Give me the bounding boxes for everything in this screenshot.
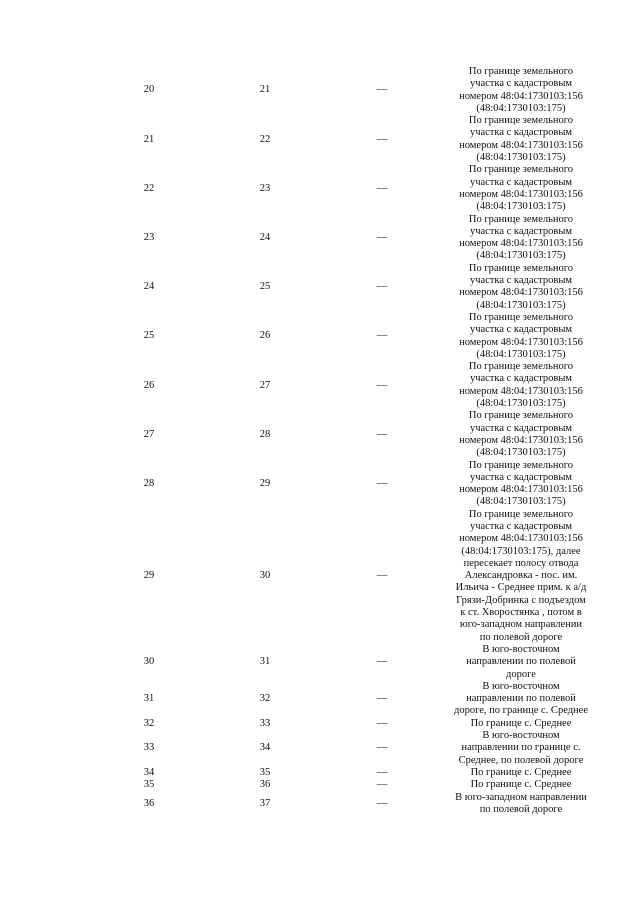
description-cell: По границе земельного участка с кадастровым номером 48:04:1730103:156 (48:04:1730103:175) (459, 115, 583, 164)
description-cell: В юго-восточном направлении по полевой дороге (466, 643, 576, 680)
point-to-cell: 27 (259, 379, 271, 391)
table-row (0, 410, 640, 459)
point-to-cell: 37 (259, 797, 271, 809)
table-row (0, 164, 640, 213)
dash-cell: — (376, 133, 388, 145)
point-to-cell: 30 (259, 570, 271, 582)
point-from-cell: 28 (143, 477, 155, 489)
dash-cell: — (376, 797, 388, 809)
point-from-cell: 30 (143, 656, 155, 668)
point-from-cell: 32 (143, 717, 155, 729)
point-to-cell: 36 (259, 779, 271, 791)
dash-cell: — (376, 693, 388, 705)
point-to-cell: 29 (259, 477, 271, 489)
table-row (0, 115, 640, 164)
point-from-cell: 26 (143, 379, 155, 391)
description-cell: По границе земельного участка с кадастровым номером 48:04:1730103:156 (48:04:1730103:175) (459, 66, 583, 114)
table-row (0, 767, 640, 779)
description-cell: По границе земельного участка с кадастровым номером 48:04:1730103:156 (48:04:1730103:175) (459, 410, 583, 459)
point-to-cell: 22 (259, 133, 271, 145)
description-cell: В юго-восточном направлении по границе с. Среднее, по полевой дороге (458, 730, 584, 766)
table-row (0, 312, 640, 361)
point-from-cell: 20 (143, 84, 155, 96)
dash-cell: — (376, 182, 388, 194)
description-cell: В юго-западном направлении по полевой дороге (455, 791, 587, 815)
dash-cell: — (376, 717, 388, 729)
point-to-cell: 34 (259, 742, 271, 754)
table-row (0, 361, 640, 410)
description-cell: По границе земельного участка с кадастровым номером 48:04:1730103:156 (48:04:1730103:175) (459, 164, 583, 213)
point-from-cell: 33 (143, 742, 155, 754)
point-from-cell: 23 (143, 232, 155, 243)
point-from-cell: 36 (143, 797, 155, 809)
point-from-cell: 34 (143, 766, 155, 778)
point-from-cell: 29 (143, 570, 155, 582)
point-from-cell: 31 (143, 693, 155, 705)
dash-cell: — (376, 656, 388, 668)
table-row (0, 263, 640, 312)
point-to-cell: 26 (259, 330, 271, 342)
dash-cell: — (376, 742, 388, 754)
dash-cell: — (376, 570, 388, 582)
dash-cell: — (376, 84, 388, 96)
description-cell: По границе земельного участка с кадастровым номером 48:04:1730103:156 (48:04:1730103:175) (459, 361, 583, 410)
point-to-cell: 25 (259, 281, 271, 293)
description-cell: По границе земельного участка с кадастровым номером 48:04:1730103:156 (48:04:1730103:175) (459, 311, 583, 360)
description-cell: По границе с. Среднее (470, 766, 572, 778)
table-row (0, 644, 640, 681)
point-from-cell: 22 (143, 182, 155, 194)
table-row (0, 681, 640, 718)
point-from-cell: 35 (143, 779, 155, 791)
table-row (0, 214, 640, 263)
point-to-cell: 31 (259, 656, 271, 668)
description-cell: По границе земельного участка с кадастровым номером 48:04:1730103:156 (48:04:1730103:175), далее пересекает полосу отвода Александровка - пос. им. Ильича - Среднее прим. к а/д Грязи-Добринка с подъездом к ст. Хворостянка , потом в юго-западном направлении по полевой дороге (455, 508, 587, 643)
table-row (0, 718, 640, 730)
table-row (0, 779, 640, 791)
point-from-cell: 27 (143, 428, 155, 440)
table-row (0, 730, 640, 767)
point-to-cell: 33 (259, 717, 271, 729)
dash-cell: — (376, 477, 388, 489)
dash-cell: — (376, 281, 388, 293)
dash-cell: — (376, 379, 388, 391)
table-row (0, 460, 640, 509)
table-row (0, 792, 640, 817)
dash-cell: — (376, 330, 388, 342)
dash-cell: — (376, 428, 388, 440)
dash-cell: — (376, 232, 388, 243)
description-cell: По границе земельного участка с кадастровым номером 48:04:1730103:156 (48:04:1730103:175) (459, 262, 583, 311)
point-to-cell: 24 (259, 232, 271, 243)
dash-cell: — (376, 779, 388, 791)
point-to-cell: 23 (259, 182, 271, 194)
point-to-cell: 35 (259, 766, 271, 778)
point-to-cell: 28 (259, 428, 271, 440)
table-row (0, 509, 640, 644)
description-cell: По границе с. Среднее (470, 717, 572, 729)
point-to-cell: 21 (259, 84, 271, 96)
description-cell: В юго-восточном направлении по полевой дороге, по границе с. Среднее (454, 680, 588, 717)
point-from-cell: 24 (143, 281, 155, 293)
description-cell: По границе с. Среднее (470, 779, 572, 791)
table-row (0, 66, 640, 115)
description-cell: По границе земельного участка с кадастровым номером 48:04:1730103:156 (48:04:1730103:175) (459, 459, 583, 508)
point-to-cell: 32 (259, 693, 271, 705)
dash-cell: — (376, 766, 388, 778)
boundary-table (0, 66, 640, 816)
description-cell: По границе земельного участка с кадастровым номером 48:04:1730103:156 (48:04:1730103:175) (459, 213, 583, 262)
point-from-cell: 21 (143, 133, 155, 145)
point-from-cell: 25 (143, 330, 155, 342)
